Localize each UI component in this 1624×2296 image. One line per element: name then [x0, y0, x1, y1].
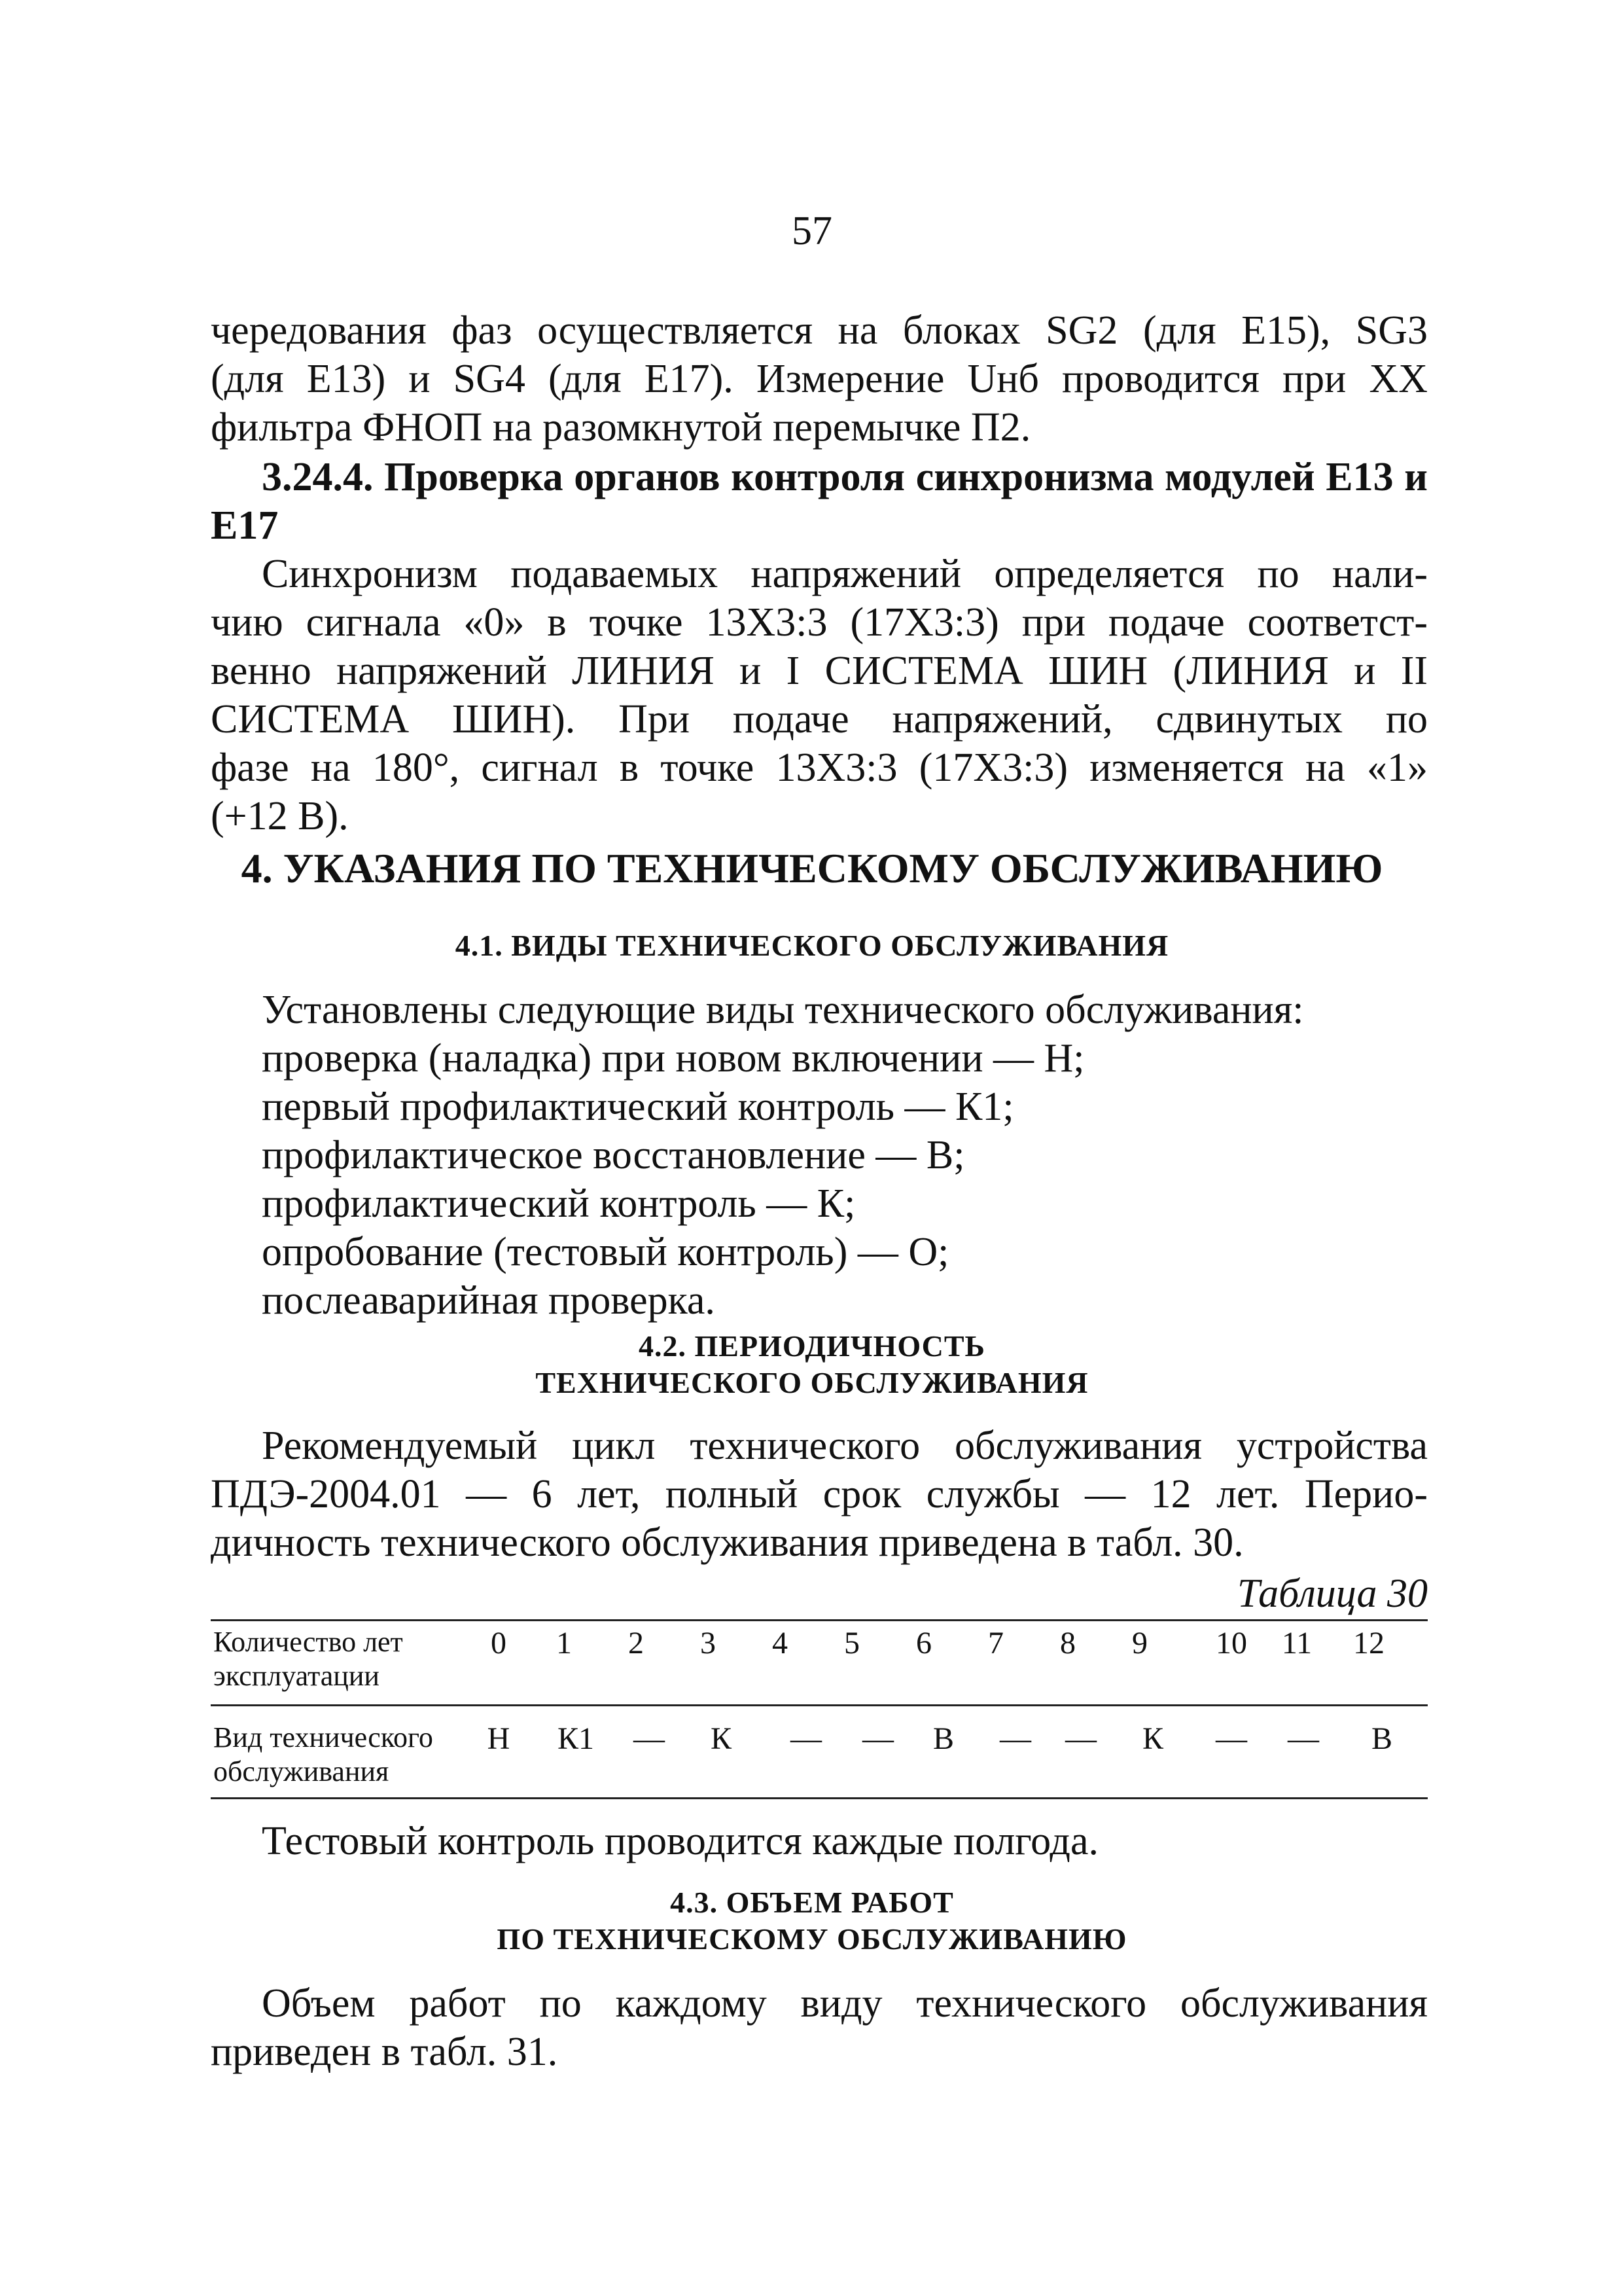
table-cell-type: К1 [557, 1721, 594, 1756]
row-label-years-line1: Количество лет [213, 1626, 403, 1658]
types-item: профилактическое восстановление — В; [262, 1133, 965, 1177]
table-cell-type: Н [487, 1721, 510, 1756]
types-item: первый профилактический контроль — К1; [262, 1085, 1014, 1129]
table-cell-type: В [932, 1721, 954, 1756]
table-cell-year: 12 [1353, 1626, 1385, 1660]
para2-line4: СИСТЕМА ШИН). При подаче напряжений, сдвинутых по [211, 697, 1428, 742]
section-43-title-line2: ПО ТЕХНИЧЕСКОМУ ОБСЛУЖИВАНИЮ [497, 1922, 1127, 1956]
para2-line5: фазе на 180°, сигнал в точке 13X3:3 (17X3:3) изменяется на «1» [211, 745, 1428, 790]
table-cell-type: — [633, 1721, 665, 1756]
types-item: проверка (наладка) при новом включении — Н; [262, 1036, 1085, 1081]
table-cell-year: 8 [1060, 1626, 1076, 1660]
para1-line2: (для Е13) и SG4 (для Е17). Измерение Uнб проводится при XX [211, 357, 1428, 401]
para2-line1: Синхронизм подаваемых напряжений определяется по нали- [262, 552, 1428, 596]
table-cell-type: — [1288, 1721, 1319, 1756]
para2-line6: (+12 В). [211, 794, 349, 838]
section-43-title-line1: 4.3. ОБЪЕМ РАБОТ [670, 1886, 954, 1919]
table-cell-year: 9 [1132, 1626, 1148, 1660]
table-cell-type: К [710, 1721, 732, 1756]
table-cell-type: К [1142, 1721, 1163, 1756]
table-cell-year: 2 [628, 1626, 644, 1660]
table-cell-type: — [790, 1721, 822, 1756]
table-top-rule [211, 1619, 1428, 1621]
para4-line2: приведен в табл. 31. [211, 2030, 558, 2074]
types-intro: Установлены следующие виды технического обслуживания: [262, 988, 1304, 1032]
types-item: послеаварийная проверка. [262, 1278, 715, 1323]
heading-3244-line2: Е17 [211, 503, 279, 548]
para4-line1: Объем работ по каждому виду технического обслуживания [262, 1981, 1428, 2026]
table-cell-type: — [1065, 1721, 1097, 1756]
row-label-type-line1: Вид технического [213, 1721, 433, 1753]
table-cell-year: 4 [772, 1626, 788, 1660]
heading-3244-line1: 3.24.4. Проверка органов контроля синхронизма модулей Е13 и [262, 455, 1428, 499]
table-bottom-rule [211, 1797, 1428, 1799]
para2-line3: венно напряжений ЛИНИЯ и I СИСТЕМА ШИН (ЛИНИЯ и II [211, 649, 1428, 693]
test-note: Тестовый контроль проводится каждые полгода. [262, 1819, 1099, 1863]
types-item: профилактический контроль — К; [262, 1181, 856, 1226]
table-mid-rule [211, 1704, 1428, 1706]
section-42-title-line1: 4.2. ПЕРИОДИЧНОСТЬ [639, 1329, 985, 1363]
section-42-title-line2: ТЕХНИЧЕСКОГО ОБСЛУЖИВАНИЯ [535, 1366, 1089, 1399]
types-item: опробование (тестовый контроль) — О; [262, 1230, 949, 1274]
row-label-years-line2: эксплуатации [213, 1660, 380, 1692]
table-cell-type: — [1216, 1721, 1247, 1756]
table-cell-year: 0 [491, 1626, 506, 1660]
para2-line2: чию сигнала «0» в точке 13X3:3 (17X3:3) при подаче соответст- [211, 600, 1428, 645]
table-cell-year: 6 [916, 1626, 932, 1660]
para3-line2: ПДЭ-2004.01 — 6 лет, полный срок службы — 12 лет. Перио- [211, 1472, 1428, 1516]
table-cell-year: 10 [1216, 1626, 1247, 1660]
section-4-title: 4. УКАЗАНИЯ ПО ТЕХНИЧЕСКОМУ ОБСЛУЖИВАНИЮ [241, 845, 1383, 891]
table-cell-year: 11 [1281, 1626, 1313, 1660]
table-cell-year: 7 [988, 1626, 1004, 1660]
table-cell-year: 5 [844, 1626, 860, 1660]
table-cell-type: — [862, 1721, 894, 1756]
para1-line3: фильтра ФНОП на разомкнутой перемычке П2. [211, 405, 1031, 450]
para3-line3: дичность технического обслуживания приведена в табл. 30. [211, 1520, 1244, 1565]
para3-line1: Рекомендуемый цикл технического обслуживания устройства [262, 1424, 1428, 1468]
table-cell-year: 3 [700, 1626, 716, 1660]
row-label-type-line2: обслуживания [213, 1755, 389, 1787]
table-cell-year: 1 [556, 1626, 572, 1660]
page-number: 57 [792, 209, 832, 253]
table-cell-type: В [1371, 1721, 1392, 1756]
table-cell-type: — [1000, 1721, 1031, 1756]
para1-line1: чередования фаз осуществляется на блоках SG2 (для Е15), SG3 [211, 308, 1428, 353]
section-41-title: 4.1. ВИДЫ ТЕХНИЧЕСКОГО ОБСЛУЖИВАНИЯ [455, 929, 1169, 962]
table-caption: Таблица 30 [1237, 1571, 1428, 1616]
